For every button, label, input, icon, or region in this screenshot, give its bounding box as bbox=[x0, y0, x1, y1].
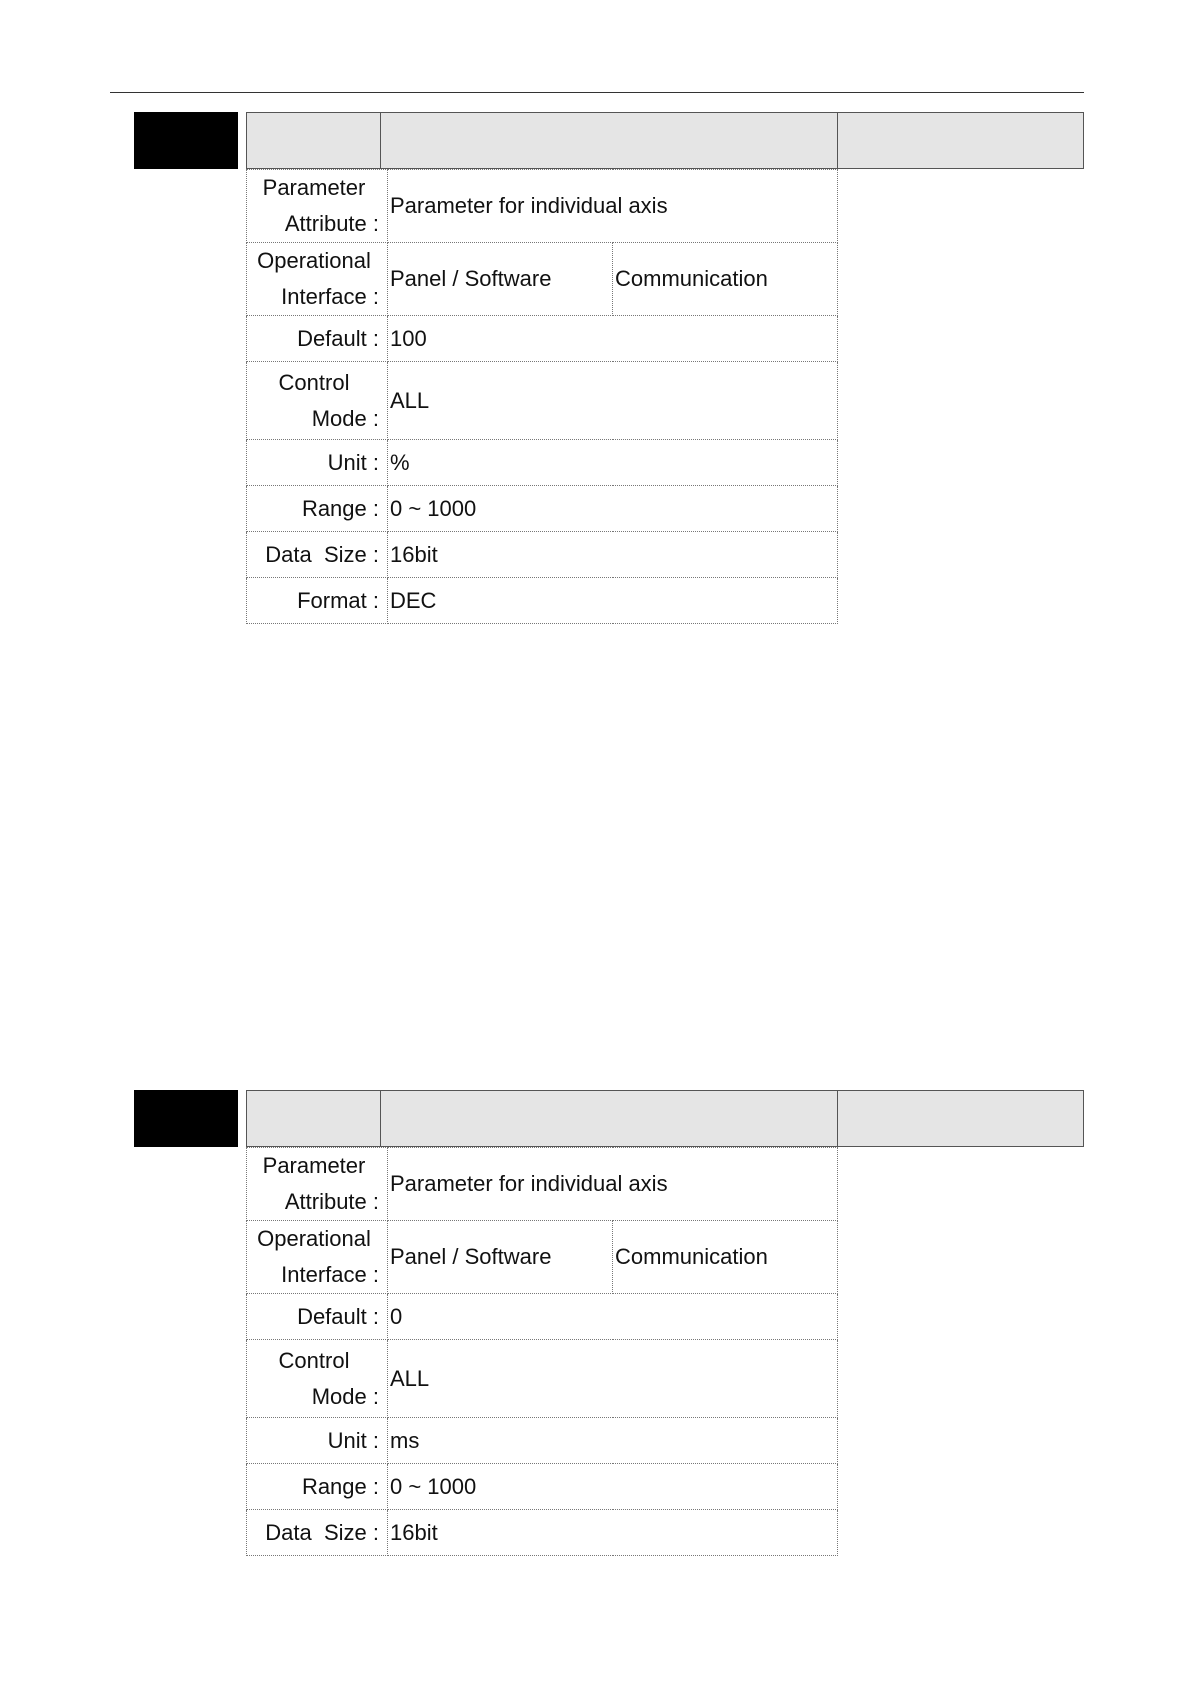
table-row bbox=[247, 362, 838, 440]
row-value: % bbox=[388, 440, 838, 486]
label-line: Interface : bbox=[281, 1262, 379, 1287]
table-row bbox=[247, 1294, 838, 1340]
row-label bbox=[247, 1340, 388, 1418]
row-label bbox=[247, 243, 388, 316]
table-row bbox=[247, 440, 838, 486]
label-line: Parameter bbox=[262, 175, 366, 200]
parameter-code-tab bbox=[134, 1090, 238, 1147]
row-value: 100 bbox=[388, 316, 838, 362]
row-value: Panel / Software bbox=[388, 1221, 613, 1294]
row-value: Parameter for individual axis bbox=[388, 170, 838, 243]
row-value: 0 ~ 1000 bbox=[388, 486, 838, 532]
table-row bbox=[247, 243, 838, 316]
row-label: Format : bbox=[247, 578, 388, 624]
row-label: Unit : bbox=[247, 1418, 388, 1464]
table-row bbox=[247, 316, 838, 362]
row-label: Unit : bbox=[247, 440, 388, 486]
label-line: Operational bbox=[257, 1226, 371, 1251]
label-line: Mode : bbox=[311, 1383, 379, 1409]
table-row bbox=[247, 1510, 838, 1556]
table-row bbox=[247, 1340, 838, 1418]
row-value: Panel / Software bbox=[388, 243, 613, 316]
row-value: Communication bbox=[613, 243, 838, 316]
parameter-attribute-table-2 bbox=[246, 1147, 838, 1556]
row-value: 0 ~ 1000 bbox=[388, 1464, 838, 1510]
row-label bbox=[247, 1148, 388, 1221]
parameter-code-tab bbox=[134, 112, 238, 169]
row-label: Range : bbox=[247, 1464, 388, 1510]
row-label bbox=[247, 170, 388, 243]
row-label: Default : bbox=[247, 316, 388, 362]
row-label: Default : bbox=[247, 1294, 388, 1340]
parameter-name-cell bbox=[380, 112, 838, 169]
row-value: ALL bbox=[388, 1340, 838, 1418]
parameter-id-cell bbox=[246, 1090, 381, 1147]
row-value: ALL bbox=[388, 362, 838, 440]
row-value: ms bbox=[388, 1418, 838, 1464]
row-label bbox=[247, 362, 388, 440]
table-row bbox=[247, 1418, 838, 1464]
row-value: Communication bbox=[613, 1221, 838, 1294]
row-label: Range : bbox=[247, 486, 388, 532]
parameter-address-cell bbox=[837, 112, 1084, 169]
parameter-header-2 bbox=[134, 1090, 1084, 1147]
label-line: Interface : bbox=[281, 284, 379, 309]
table-row bbox=[247, 1464, 838, 1510]
parameter-header-1 bbox=[134, 112, 1084, 169]
label-line: Attribute : bbox=[284, 1189, 379, 1214]
row-value: 16bit bbox=[388, 532, 838, 578]
header-rule bbox=[110, 92, 1084, 93]
row-value: 16bit bbox=[388, 1510, 838, 1556]
row-value: DEC bbox=[388, 578, 838, 624]
parameter-name-cell bbox=[380, 1090, 838, 1147]
label-line: Mode : bbox=[311, 405, 379, 431]
row-value: Parameter for individual axis bbox=[388, 1148, 838, 1221]
table-row bbox=[247, 532, 838, 578]
label-line: Control bbox=[278, 1347, 350, 1373]
table-row bbox=[247, 1221, 838, 1294]
parameter-address-cell bbox=[837, 1090, 1084, 1147]
row-label: Data Size : bbox=[247, 532, 388, 578]
row-label bbox=[247, 1221, 388, 1294]
parameter-id-cell bbox=[246, 112, 381, 169]
label-line: Control bbox=[278, 369, 350, 395]
label-line: Operational bbox=[257, 248, 371, 273]
row-label: Data Size : bbox=[247, 1510, 388, 1556]
table-row bbox=[247, 170, 838, 243]
table-row bbox=[247, 486, 838, 532]
label-line: Parameter bbox=[262, 1153, 366, 1178]
label-line: Attribute : bbox=[284, 211, 379, 236]
parameter-attribute-table-1 bbox=[246, 169, 838, 624]
row-value: 0 bbox=[388, 1294, 838, 1340]
table-row bbox=[247, 578, 838, 624]
table-row bbox=[247, 1148, 838, 1221]
